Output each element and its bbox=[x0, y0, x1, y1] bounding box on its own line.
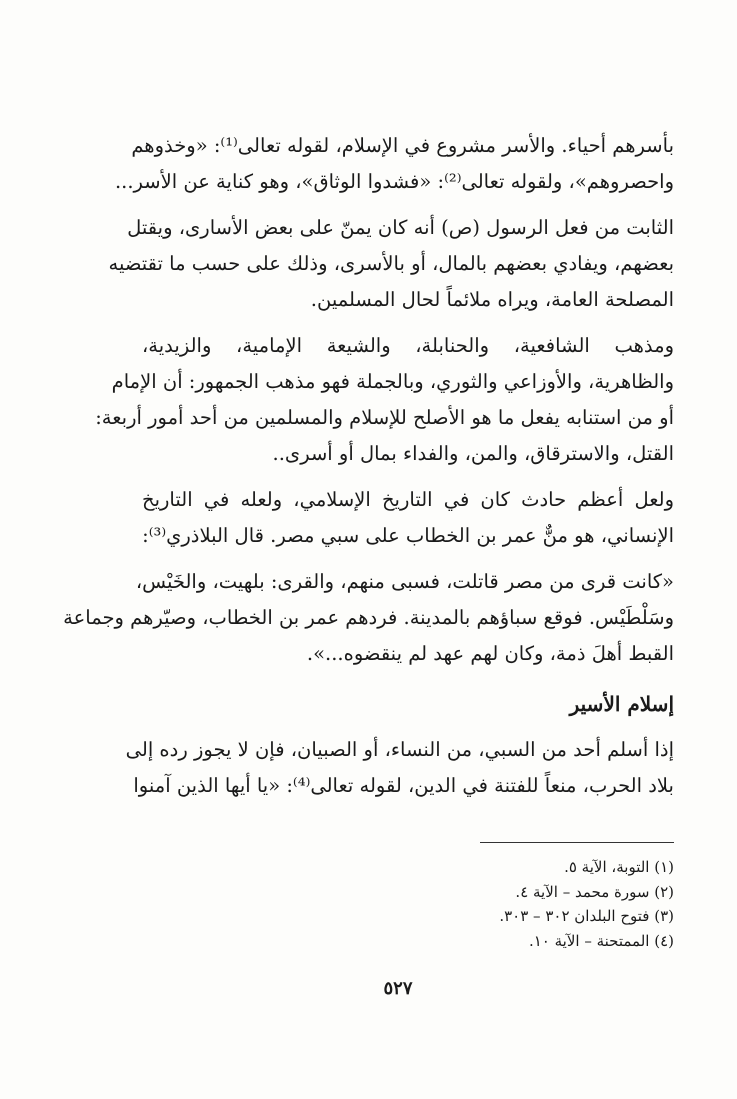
text-line: بلاد الحرب، منعاً للفتنة في الدين، لقوله تعالى⁽⁴⁾: «يا أيها الذين آمنوا bbox=[133, 774, 674, 797]
page-number: ٥٢٧ bbox=[383, 978, 413, 999]
paragraph-4 bbox=[142, 482, 674, 554]
page-body bbox=[63, 128, 674, 804]
text-line: الثابت من فعل الرسول (ص) أنه كان يمنّ على بعض الأسارى، ويقتل bbox=[127, 216, 674, 239]
text-line: بأسرهم أحياء. والأسر مشروع في الإسلام، لقوله تعالى⁽¹⁾: «وخذوهم bbox=[131, 134, 674, 157]
text-line: وسَلْطَيْس. فوقع سباؤهم بالمدينة. فردهم عمر بن الخطاب، وصيّرهم وجماعة bbox=[63, 606, 674, 629]
paragraph-1 bbox=[114, 128, 674, 200]
section-heading: إسلام الأسير bbox=[569, 692, 674, 716]
text-line: «كانت قرى من مصر قاتلت، فسبى منهم، والقرى: بلهيت، والخَيْس، bbox=[135, 570, 674, 593]
footnote-3: (٣) فتوح البلدان ٣٠٢ – ٣٠٣. bbox=[499, 907, 674, 925]
quote-paragraph bbox=[63, 564, 674, 672]
paragraph-2 bbox=[108, 210, 674, 318]
footnote-divider bbox=[480, 842, 674, 843]
text-line: إذا أسلم أحد من السبي، من النساء، أو الصبيان، فإن لا يجوز رده إلى bbox=[125, 738, 674, 761]
footnote-4: (٤) الممتحنة – الآية ١٠. bbox=[528, 931, 674, 950]
text-line: ولعل أعظم حادث كان في التاريخ الإسلامي، ولعله في التاريخ bbox=[142, 488, 674, 511]
text-line: القتل، والاسترقاق، والمن، والفداء بمال أو أسرى.. bbox=[272, 442, 674, 465]
footnotes bbox=[380, 855, 674, 953]
footnote-2: (٢) سورة محمد – الآية ٤. bbox=[515, 882, 674, 901]
paragraph-3 bbox=[95, 328, 674, 472]
text-line: والظاهرية، والأوزاعي والثوري، وبالجملة فهو مذهب الجمهور: أن الإمام bbox=[111, 370, 674, 393]
final-paragraph bbox=[125, 732, 674, 804]
text-line: المصلحة العامة، ويراه ملائماً لحال المسلمين. bbox=[310, 288, 674, 311]
text-line: القبط أهلَ ذمة، وكان لهم عهد لم ينقضوه...». bbox=[306, 642, 674, 665]
text-line: ومذهب الشافعية، والحنابلة، والشيعة الإمامية، والزيدية، bbox=[142, 334, 674, 357]
text-line: أو من استنابه يفعل ما هو الأصلح للإسلام والمسلمين من أحد أمور أربعة: bbox=[95, 406, 674, 429]
text-line: واحصروهم»، ولقوله تعالى⁽²⁾: «فشدوا الوثاق»، وهو كناية عن الأسر... bbox=[114, 170, 674, 193]
text-line: بعضهم، ويفادي بعضهم بالمال، أو بالأسرى، وذلك على حسب ما تقتضيه bbox=[108, 252, 674, 275]
footnote-1: (١) التوبة، الآية ٥. bbox=[564, 858, 674, 876]
text-line: الإنساني، هو منٌّ عمر بن الخطاب على سبي مصر. قال البلاذري⁽³⁾: bbox=[142, 524, 674, 547]
